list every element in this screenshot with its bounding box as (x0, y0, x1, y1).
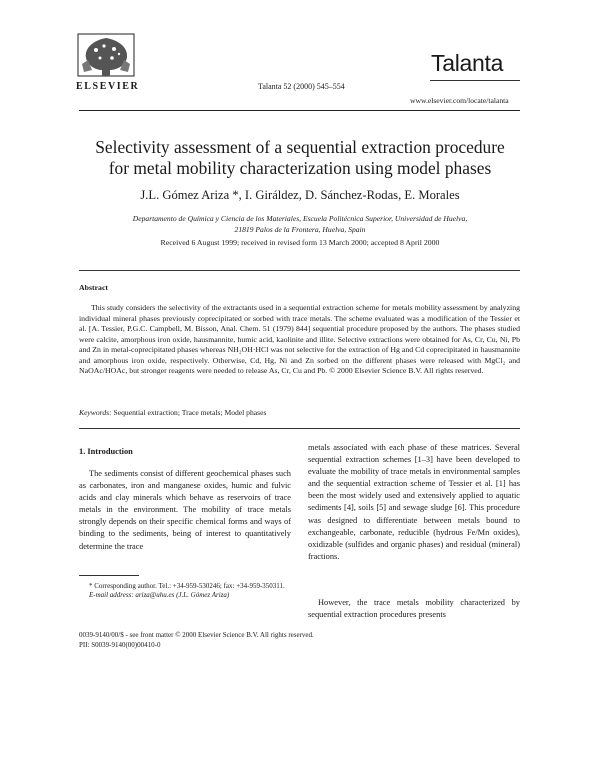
publisher-name: ELSEVIER (76, 81, 140, 92)
article-title (40, 137, 560, 179)
keywords-line (79, 408, 266, 417)
header-rule (79, 110, 520, 111)
affiliation (60, 213, 540, 235)
abstract-bottom-rule (79, 428, 520, 429)
author-list: J.L. Gómez Ariza *, I. Giráldez, D. Sánchez-Rodas, E. Morales (140, 188, 460, 202)
abstract-body: This study considers the selectivity of the extractants used in a sequential extraction scheme for metals mobility assessment by analyzing individual mineral phases previously coprecipitated or sorbed with trace metals. The scheme evaluated was a modification of the Tessier et al. [A. Tessier, P.G.C. Campbell, M. Bisson, Anal. Chem. 51 (1979) 844] sequential procedure proposed by the authors. The phases studied were calcite, amorphous iron oxide, hausmannite, humic acid, kaolinite and illite. Selective extractions were obtained for As, Cr, Cu, Ni, Pb and Zn in metal-coprecipitated phases whereas NH₂OH·HCl was not selective for the extraction of Hg and Cd coprecipitated in hausmannite and amorphous iron oxide, respectively. Otherwise, Cd, Hg, Ni and Zn sorbed on the different phases were released with MgCl₂ and NaOAc/HOAc, but stronger reagents were needed to release As, Cr, Cu and Pb. © 2000 Elsevier Science B.V. All rights reserved. (79, 303, 520, 375)
title-line-2: for metal mobility characterization using model phases (108, 158, 492, 178)
affiliation-line-1: Departamento de Química y Ciencia de los Materiales, Escuela Politécnica Superior, Universidad de Huelva, (132, 214, 468, 223)
intro-paragraph-left: The sediments consist of different geochemical phases such as carbonates, iron and manganese oxides, humic and fulvic acids and clay minerals which behave as reservoirs of trace metals in the environment. The mobility of trace metals strongly depends on their specific chemical forms and ways of binding to the sediments, being of interest to quantitatively determine the trace (79, 469, 291, 551)
elsevier-tree-logo (74, 30, 138, 88)
article-bottom-info (79, 630, 314, 650)
intro-paragraph-right-1: metals associated with each phase of these matrices. Several sequential extraction schemes [1–3] have been developed to evaluate the mobility of trace metals in environmental samples and the sequential extraction scheme of Tessier et al. [1] has been the most widely used and extensively applied to aquatic sediments [4], soils [5] and sewage sludge [6]. This procedure was designed to differentiate between metals bound to exchangeable, carbonate, reducible (hydrous Fe/Mn oxides), oxidizable (sulfides and organic phases) and residual (mineral) fractions. (308, 443, 520, 561)
pii-line: PII: S0039-9140(00)00410-0 (79, 641, 161, 649)
journal-name-rule (430, 80, 520, 81)
journal-reference: Talanta 52 (2000) 545–554 (258, 82, 345, 91)
section-heading-introduction: 1. Introduction (79, 447, 133, 456)
title-line-1: Selectivity assessment of a sequential extraction procedure (95, 137, 505, 157)
abstract-heading: Abstract (79, 283, 109, 292)
email-note: E-mail address: ariza@uhu.es (J.L. Gómez Ariza) (89, 591, 230, 600)
journal-url[interactable]: www.elsevier.com/locate/talanta (410, 96, 509, 105)
keywords-text: Sequential extraction; Trace metals; Model phases (113, 408, 267, 417)
article-dates: Received 6 August 1999; received in revised form 13 March 2000; accepted 8 April 2000 (160, 238, 440, 247)
abstract-top-rule (79, 270, 520, 271)
intro-paragraph-right-2: However, the trace metals mobility characterized by sequential extraction procedures presents (308, 598, 520, 620)
journal-name: Talanta (431, 50, 504, 76)
copyright-line: 0039-9140/00/$ - see front matter © 2000 Elsevier Science B.V. All rights reserved. (79, 631, 314, 639)
corresponding-author-note: * Corresponding author. Tel.: +34-959-530246; fax: +34-959-350311. (89, 582, 285, 590)
affiliation-line-2: 21819 Palos de la Frontera, Huelva, Spain (234, 225, 366, 234)
footnote-rule (79, 575, 139, 576)
footnotes (79, 582, 291, 601)
keywords-label: Keywords: (79, 408, 112, 417)
